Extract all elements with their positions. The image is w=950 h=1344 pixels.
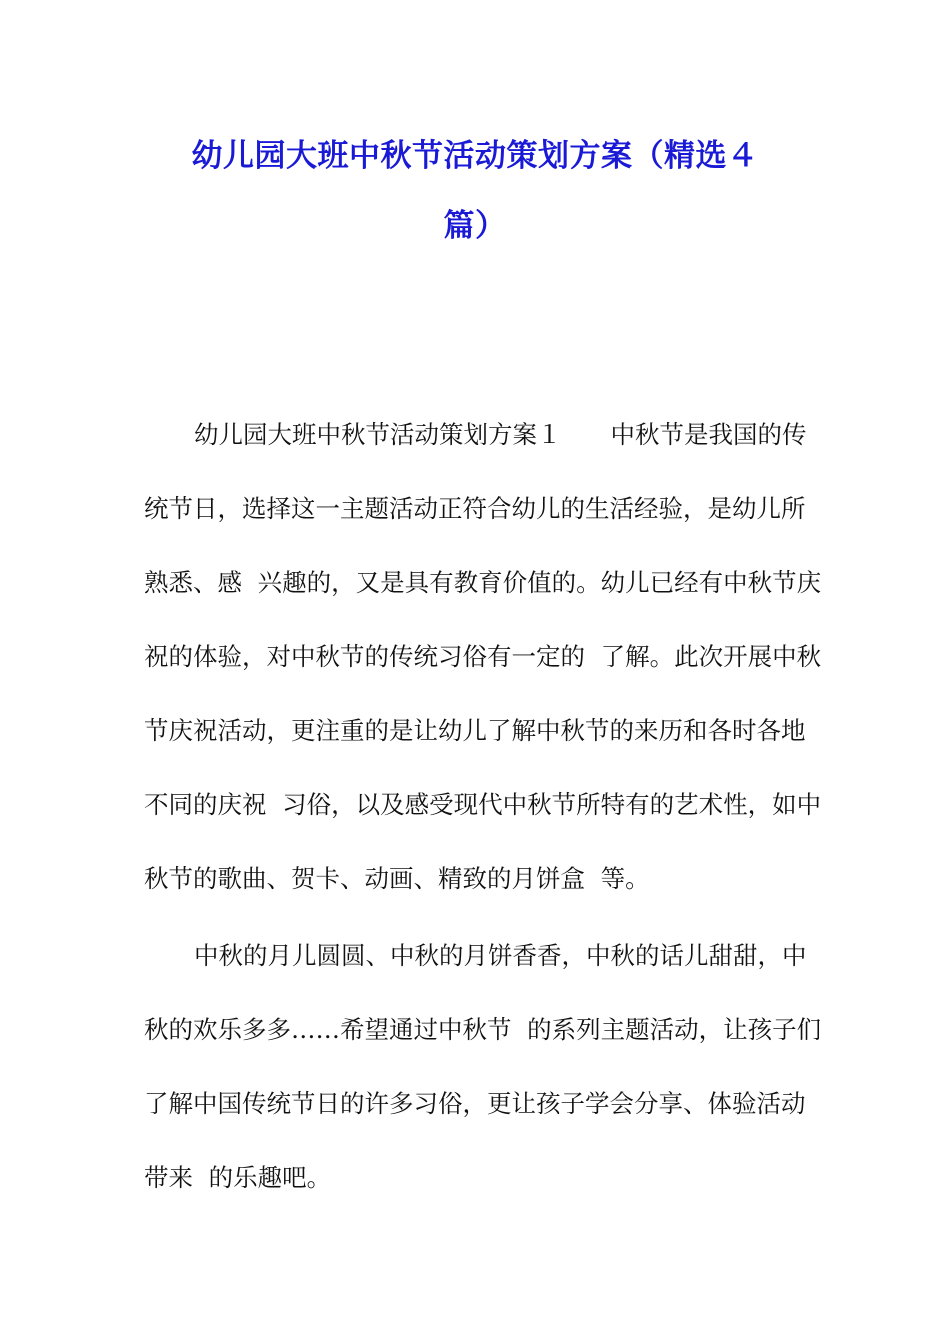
paragraph-1-line-4: 祝的体验，对中秋节的传统习俗有一定的 了解。此次开展中秋 (144, 642, 822, 671)
paragraph-1-line-5: 节庆祝活动，更注重的是让幼儿了解中秋节的来历和各时各地 (144, 716, 806, 745)
paragraph-2-line-4: 带来 的乐趣吧。 (144, 1163, 332, 1192)
document-title-line-2: 篇） (443, 208, 507, 244)
paragraph-1-line-7: 秋节的歌曲、贺卡、动画、精致的月饼盒 等。 (144, 864, 650, 893)
paragraph-2-line-2: 秋的欢乐多多……希望通过中秋节 的系列主题活动，让孩子们 (144, 1015, 822, 1044)
paragraph-1-line-6: 不同的庆祝 习俗，以及感受现代中秋节所特有的艺术性，如中 (144, 790, 822, 819)
paragraph-2-line-1: 中秋的月儿圆圆、中秋的月饼香香，中秋的话儿甜甜，中 (194, 941, 807, 970)
paragraph-1-line-1: 幼儿园大班中秋节活动策划方案１ 中秋节是我国的传 (194, 420, 807, 449)
paragraph-2-line-3: 了解中国传统节日的许多习俗，更让孩子学会分享、体验活动 (144, 1089, 806, 1118)
paragraph-1-line-3: 熟悉、感 兴趣的，又是具有教育价值的。幼儿已经有中秋节庆 (144, 568, 822, 597)
document-title-line-1: 幼儿园大班中秋节活动策划方案（精选４ (191, 138, 759, 174)
paragraph-1-line-2: 统节日，选择这一主题活动正符合幼儿的生活经验，是幼儿所 (144, 494, 806, 523)
